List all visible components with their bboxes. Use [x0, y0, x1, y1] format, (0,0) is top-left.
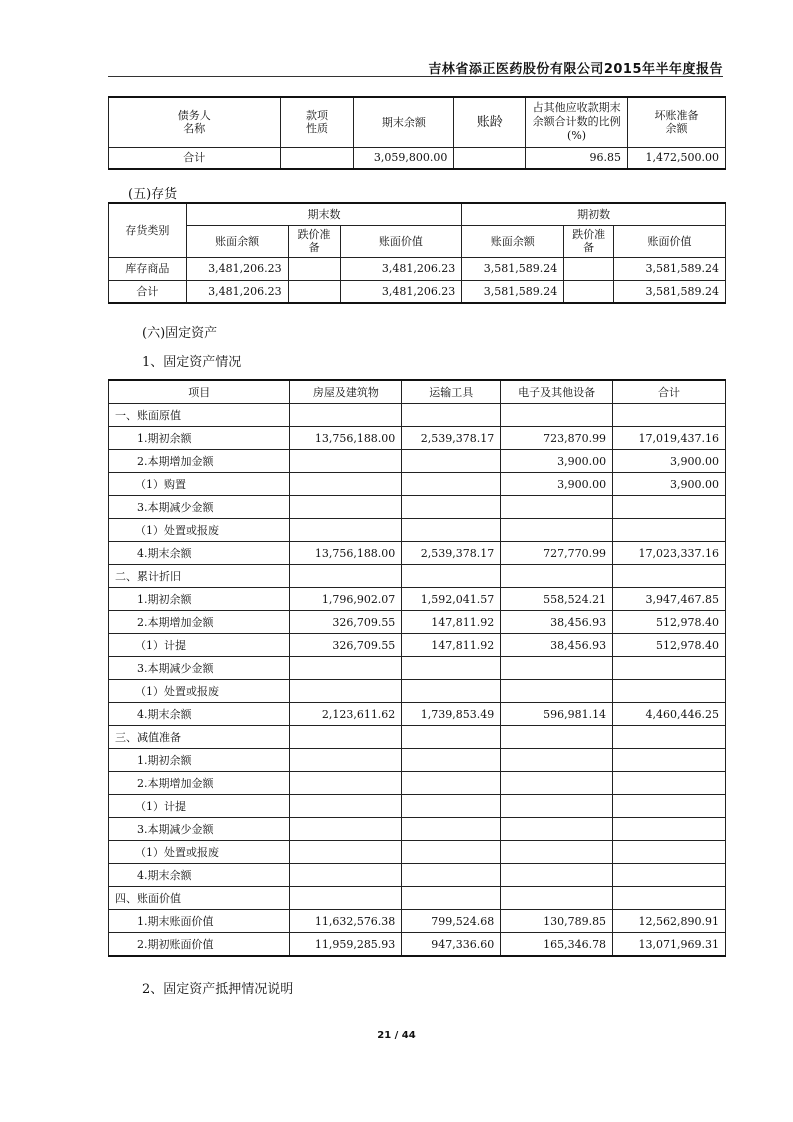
fixed-assets-cell [501, 726, 613, 749]
fixed-assets-item-label: 三、减值准备 [109, 726, 290, 749]
fixed-assets-cell: 2,539,378.17 [402, 427, 501, 450]
inventory-cell: 3,581,589.24 [614, 280, 726, 303]
fixed-assets-cell: 13,756,188.00 [290, 542, 402, 565]
fixed-assets-cell [290, 864, 402, 887]
fixed-assets-cell: 2,123,611.62 [290, 703, 402, 726]
fixed-assets-cell [402, 818, 501, 841]
fixed-assets-cell [501, 887, 613, 910]
fixed-assets-cell [613, 565, 726, 588]
fixed-assets-item-label: 3.本期减少金额 [109, 657, 290, 680]
fixed-assets-cell: 1,739,853.49 [402, 703, 501, 726]
fixed-assets-cell: 165,346.78 [501, 933, 613, 957]
fixed-assets-table [108, 379, 726, 957]
table-row [109, 749, 726, 772]
debtor-table [108, 96, 726, 170]
fixed-assets-cell: 947,336.60 [402, 933, 501, 957]
debtor-header-ratio: 占其他应收款期末余额合计数的比例(%) [526, 97, 628, 147]
inventory-cell [288, 257, 340, 280]
fixed-assets-cell [290, 473, 402, 496]
fixed-assets-item-label: （1）计提 [109, 634, 290, 657]
fixed-assets-cell [402, 657, 501, 680]
inventory-cell: 库存商品 [109, 257, 187, 280]
header-rule [108, 76, 723, 77]
inventory-cell: 3,581,589.24 [462, 280, 564, 303]
fixed-assets-cell: 2,539,378.17 [402, 542, 501, 565]
fixed-assets-cell: 558,524.21 [501, 588, 613, 611]
inventory-cell: 3,581,589.24 [462, 257, 564, 280]
fixed-assets-section-title: (六)固定资产 [142, 326, 218, 341]
inventory-cell: 3,481,206.23 [340, 257, 462, 280]
table-row [109, 657, 726, 680]
fixed-assets-cell [613, 772, 726, 795]
inventory-sub-header: 账面价值 [614, 225, 726, 257]
fixed-assets-item-label: 四、账面价值 [109, 887, 290, 910]
fixed-assets-cell: 512,978.40 [613, 611, 726, 634]
fixed-assets-item-label: 1.期初余额 [109, 427, 290, 450]
fixed-assets-cell: 38,456.93 [501, 611, 613, 634]
fixed-assets-cell [402, 473, 501, 496]
fixed-assets-cell [501, 657, 613, 680]
fixed-assets-item-label: （1）处置或报废 [109, 841, 290, 864]
table-row [109, 910, 726, 933]
table-row [109, 519, 726, 542]
fixed-assets-cell: 727,770.99 [501, 542, 613, 565]
inventory-sub-header: 跌价准备 [288, 225, 340, 257]
fixed-assets-cell [402, 404, 501, 427]
inventory-sub-header: 账面价值 [340, 225, 462, 257]
table-row [109, 841, 726, 864]
inventory-sub-header: 账面余额 [186, 225, 288, 257]
fixed-assets-item-label: 4.期末余额 [109, 542, 290, 565]
fixed-assets-item-label: 一、账面原值 [109, 404, 290, 427]
fixed-assets-cell [613, 795, 726, 818]
fixed-assets-cell [501, 496, 613, 519]
inventory-cell [564, 280, 614, 303]
inventory-cell: 3,581,589.24 [614, 257, 726, 280]
inventory-header-period-begin: 期初数 [462, 203, 726, 225]
table-row [109, 680, 726, 703]
fixed-assets-cell [290, 818, 402, 841]
inventory-header-category: 存货类别 [109, 203, 187, 257]
fixed-assets-item-label: （1）处置或报废 [109, 519, 290, 542]
table-row [109, 933, 726, 957]
fixed-assets-cell: 1,592,041.57 [402, 588, 501, 611]
fixed-assets-header: 合计 [613, 380, 726, 404]
fixed-assets-cell [290, 726, 402, 749]
inventory-cell: 3,481,206.23 [186, 257, 288, 280]
fixed-assets-cell [402, 841, 501, 864]
fixed-assets-cell: 326,709.55 [290, 611, 402, 634]
fixed-assets-cell: 147,811.92 [402, 611, 501, 634]
fixed-assets-cell [402, 864, 501, 887]
fixed-assets-item-label: 3.本期减少金额 [109, 496, 290, 519]
report-header-title: 吉林省添正医药股份有限公司2015年半年度报告 [428, 62, 723, 77]
fixed-assets-cell [290, 795, 402, 818]
fixed-assets-cell [613, 818, 726, 841]
fixed-assets-cell [402, 795, 501, 818]
fixed-assets-cell [290, 749, 402, 772]
fixed-assets-item-label: 2.本期增加金额 [109, 772, 290, 795]
fixed-assets-cell [402, 496, 501, 519]
fixed-assets-item-label: 4.期末余额 [109, 703, 290, 726]
table-row [109, 588, 726, 611]
table-row [109, 634, 726, 657]
debtor-header-provision: 坏账准备 余额 [627, 97, 725, 147]
inventory-sub-header: 账面余额 [462, 225, 564, 257]
fixed-assets-cell [613, 496, 726, 519]
table-row [109, 450, 726, 473]
fixed-assets-item-label: 4.期末余额 [109, 864, 290, 887]
page-number: 21 / 44 [377, 1030, 416, 1041]
fixed-assets-cell: 596,981.14 [501, 703, 613, 726]
fixed-assets-header: 电子及其他设备 [501, 380, 613, 404]
fixed-assets-cell [613, 680, 726, 703]
debtor-header-nature: 款项 性质 [280, 97, 354, 147]
debtor-header-aging: 账龄 [454, 97, 526, 147]
fixed-assets-cell [290, 680, 402, 703]
fixed-assets-cell [402, 749, 501, 772]
fixed-assets-item-label: （1）处置或报废 [109, 680, 290, 703]
fixed-assets-cell: 12,562,890.91 [613, 910, 726, 933]
fixed-assets-cell [290, 565, 402, 588]
fixed-assets-cell [290, 496, 402, 519]
table-row [109, 473, 726, 496]
fixed-assets-cell: 3,900.00 [613, 473, 726, 496]
fixed-assets-cell [613, 841, 726, 864]
fixed-assets-cell [501, 749, 613, 772]
fixed-assets-cell: 17,019,437.16 [613, 427, 726, 450]
inventory-cell: 3,481,206.23 [186, 280, 288, 303]
fixed-assets-cell [290, 519, 402, 542]
fixed-assets-cell [613, 887, 726, 910]
fixed-assets-cell: 130,789.85 [501, 910, 613, 933]
inventory-cell: 合计 [109, 280, 187, 303]
fixed-assets-item-label: 二、累计折旧 [109, 565, 290, 588]
fixed-assets-cell [402, 772, 501, 795]
fixed-assets-cell [290, 404, 402, 427]
fixed-assets-item-label: 3.本期减少金额 [109, 818, 290, 841]
fixed-assets-cell [501, 680, 613, 703]
fixed-assets-cell: 326,709.55 [290, 634, 402, 657]
fixed-assets-cell [613, 749, 726, 772]
table-row [109, 542, 726, 565]
debtor-total-nature [280, 147, 354, 169]
inventory-section-title: (五)存货 [128, 187, 178, 202]
fixed-assets-cell: 3,900.00 [501, 473, 613, 496]
table-row [109, 280, 726, 303]
fixed-assets-cell [290, 450, 402, 473]
fixed-assets-cell [613, 657, 726, 680]
fixed-assets-header: 房屋及建筑物 [290, 380, 402, 404]
fixed-assets-cell [501, 841, 613, 864]
fixed-assets-cell [613, 519, 726, 542]
table-row [109, 611, 726, 634]
fixed-assets-cell: 17,023,337.16 [613, 542, 726, 565]
table-row [109, 818, 726, 841]
inventory-table [108, 202, 726, 304]
fixed-assets-cell [501, 772, 613, 795]
fixed-assets-body [109, 404, 726, 957]
fixed-assets-sub-title: 1、固定资产情况 [142, 355, 242, 370]
fixed-assets-cell [501, 795, 613, 818]
fixed-assets-item-label: 2.本期增加金额 [109, 450, 290, 473]
fixed-assets-cell: 13,071,969.31 [613, 933, 726, 957]
fixed-assets-cell: 3,947,467.85 [613, 588, 726, 611]
fixed-assets-item-label: 1.期初余额 [109, 749, 290, 772]
fixed-assets-item-label: 2.期初账面价值 [109, 933, 290, 957]
fixed-assets-cell: 147,811.92 [402, 634, 501, 657]
fixed-assets-cell: 799,524.68 [402, 910, 501, 933]
mortgage-sub-title: 2、固定资产抵押情况说明 [142, 982, 294, 997]
fixed-assets-cell: 11,632,576.38 [290, 910, 402, 933]
fixed-assets-cell [613, 404, 726, 427]
fixed-assets-cell [402, 450, 501, 473]
fixed-assets-cell: 1,796,902.07 [290, 588, 402, 611]
fixed-assets-item-label: 2.本期增加金额 [109, 611, 290, 634]
debtor-total-aging [454, 147, 526, 169]
fixed-assets-item-label: 1.期末账面价值 [109, 910, 290, 933]
inventory-cell [288, 280, 340, 303]
fixed-assets-cell [402, 519, 501, 542]
fixed-assets-cell [613, 726, 726, 749]
fixed-assets-cell: 3,900.00 [613, 450, 726, 473]
fixed-assets-cell [402, 887, 501, 910]
fixed-assets-cell [290, 887, 402, 910]
fixed-assets-cell [501, 864, 613, 887]
fixed-assets-item-label: （1）计提 [109, 795, 290, 818]
table-row [109, 427, 726, 450]
fixed-assets-header: 运输工具 [402, 380, 501, 404]
table-row [109, 726, 726, 749]
table-row [109, 565, 726, 588]
table-row [109, 864, 726, 887]
inventory-cell: 3,481,206.23 [340, 280, 462, 303]
table-row [109, 795, 726, 818]
fixed-assets-cell [290, 657, 402, 680]
fixed-assets-cell [402, 565, 501, 588]
fixed-assets-cell [501, 519, 613, 542]
debtor-total-balance: 3,059,800.00 [354, 147, 454, 169]
fixed-assets-cell [613, 864, 726, 887]
fixed-assets-cell [402, 726, 501, 749]
debtor-total-label: 合计 [109, 147, 281, 169]
debtor-total-ratio: 96.85 [526, 147, 628, 169]
fixed-assets-cell [501, 565, 613, 588]
inventory-cell [564, 257, 614, 280]
fixed-assets-cell [290, 772, 402, 795]
fixed-assets-cell [501, 818, 613, 841]
table-row [109, 887, 726, 910]
debtor-header-name: 债务人 名称 [109, 97, 281, 147]
table-row [109, 772, 726, 795]
table-row [109, 496, 726, 519]
fixed-assets-cell: 11,959,285.93 [290, 933, 402, 957]
debtor-header-balance: 期末余额 [354, 97, 454, 147]
fixed-assets-cell [402, 680, 501, 703]
fixed-assets-cell: 13,756,188.00 [290, 427, 402, 450]
inventory-header-period-end: 期末数 [186, 203, 462, 225]
fixed-assets-item-label: （1）购置 [109, 473, 290, 496]
fixed-assets-cell [290, 841, 402, 864]
table-row [109, 404, 726, 427]
table-row [109, 703, 726, 726]
fixed-assets-cell: 512,978.40 [613, 634, 726, 657]
table-row [109, 257, 726, 280]
fixed-assets-cell: 723,870.99 [501, 427, 613, 450]
inventory-sub-header: 跌价准备 [564, 225, 614, 257]
fixed-assets-cell [501, 404, 613, 427]
fixed-assets-cell: 4,460,446.25 [613, 703, 726, 726]
fixed-assets-item-label: 1.期初余额 [109, 588, 290, 611]
debtor-total-provision: 1,472,500.00 [627, 147, 725, 169]
fixed-assets-cell: 3,900.00 [501, 450, 613, 473]
fixed-assets-header: 项目 [109, 380, 290, 404]
fixed-assets-cell: 38,456.93 [501, 634, 613, 657]
